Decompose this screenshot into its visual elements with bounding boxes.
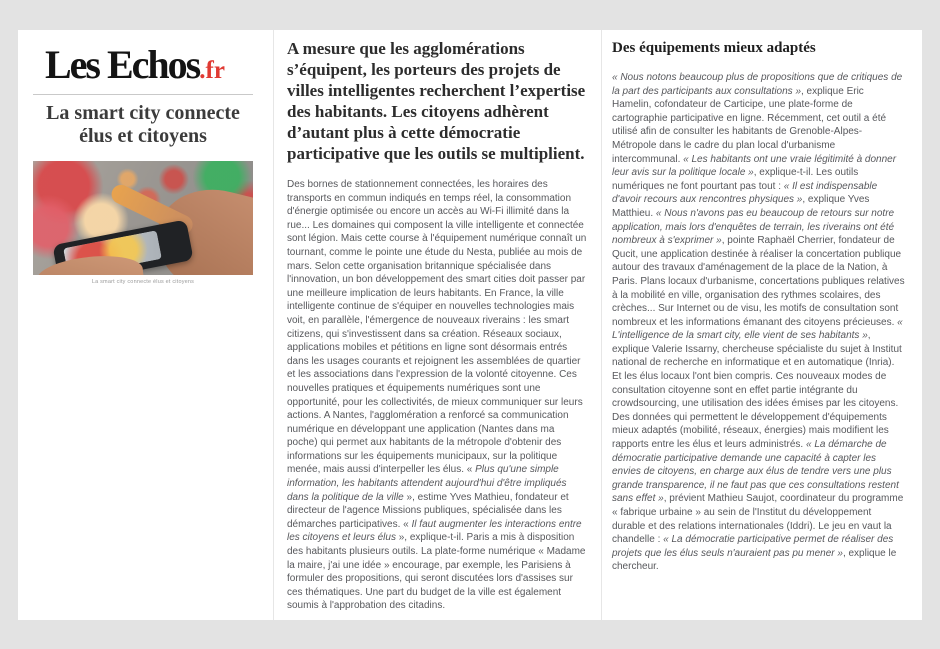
article-standfirst: A mesure que les agglomérations s’équipent, les porteurs des projets de villes intelligentes recherchent l’expertise des habitants. Les citoyens adhèrent d’autant plus à cette démocratie participative que les outils se multiplient. [287,39,586,163]
section-heading: Des équipements mieux adaptés [612,40,816,56]
article-body-column2: « Nous notons beaucoup plus de propositions que de critiques de la part des participants aux consultations », explique Eric Hamelin, cofondateur de Carticipe, une plate-forme de cartographie participative en ligne. Récemment, cet outil a été utilisé afin de consulter les habitants de Grenoble-Alpes-Métropole dans le cadre du plan local d'urbanisme intercommunal. « Les habitants ont une vraie légitimité à donner leur avis sur la politique locale », explique-t-il. Les outils numériques ne font pourtant pas tout : « Il est indispensable d'avoir recours aux rencontres physiques », explique Yves Matthieu. « Nous n'avons pas eu beaucoup de retours sur notre application, mais lors d'enquêtes de terrain, les riverains ont été nombreux à s'exprimer », pointe Raphaël Cherrier, fondateur de Qucit, une application destinée à réaliser la concertation publique autour des travaux d'aménagement de la place de la Nation, à Paris. Plans locaux d'urbanisme, concertations publiques relatives à la mobilité en ville, organisation des rythmes scolaires, des crèches... Sur Internet ou de visu, les motifs de consultation sont nombreux et les informations émanant des citoyens précieuses. « L'intelligence de la smart city, elle vient de ses habitants », explique Valerie Issarny, chercheuse spécialiste du sujet à Institut national de recherche en informatique et en automatique (Inria). Et les élus locaux l'ont bien compris. Ces nouveaux modes de consultation citoyenne sont en effet partie intégrante du crowdsourcing, une utilisation des idées émises par les citoyens. Des données qui permettent le développement d'équipements mieux adaptés (mobilité, réseaux, énergies) mais modifient les rapports entre les élus et leurs administrés. « La démarche de démocratie participative demande une capacité à capter les envies de citoyens, en charge aux élus de tendre vers une plus grande transparence, il ne faut pas que ces consultations restent sans effet », prévient Mathieu Saujot, coordinateur du programme « fabrique urbaine » au sein de l'Institut du développement durable et des relations internationales (Iddri). Le jeu en vaut la chandelle : « La démocratie participative permet de réaliser des projets que les élus seuls n'auraient pas pu mener », explique le chercheur. [612,72,905,573]
masthead-logo[interactable] [33,42,253,87]
brand-wordmark: Les Echos [45,42,200,87]
article-title: La smart city connecte élus et citoyens [46,102,240,147]
article-card [18,30,922,620]
photo-caption: La smart city connecte élus et citoyens [91,279,195,286]
article-photo [33,161,253,275]
article-body-column1: Des bornes de stationnement connectées, les horaires des transports en commun indiqués en temps réel, la consommation d'énergie optimisée ou encore un accès au Wi-Fi illimité dans la rue... Les domaines qui composent la ville intelligente et connectée sont légion. Mais cette course à l'équipement numérique connaît un tournant, comme le pointe une étude du Nesta, publiée au mois de mars. Selon cette organisation britannique spécialisée dans l'innovation, un bon développement des smart cities doit passer par une meilleure implication de leurs habitants. En France, la ville intelligente continue de s'équiper en nouvelles technologies mais voit, en parallèle, l'émergence de nouveaux riverains : les smart citizens, qui s'investissent dans sa création. Réseaux sociaux, applications mobiles et pétitions en ligne sont désormais entrés dans les usages courants et rejoignent les assemblées de quartier et les associations dans l'expression de la volonté citoyenne. Ces nouvelles pratiques et équipements numériques sont une opportunité, pour les collectivités, de mieux communiquer sur leurs actions. A Nantes, l'agglomération a renforcé sa communication numérique en développant une application (Nantes dans ma poche) qui permet aux habitants de la métropole d'obtenir des informations sur les équipements municipaux, sur la politique menée, mais aussi d'interpeller les élus. « Plus qu'une simple information, les habitants attendent aujourd'hui d'être impliqués dans la politique de la ville », estime Yves Mathieu, fondateur et directeur de l'agence Missions publiques, spécialisée dans les démarches participatives. « Il faut augmenter les interactions entre les citoyens et leurs élus », explique-t-il. Paris a mis à disposition des habitants plusieurs outils. La plate-forme numérique « Madame la maire, j'ai une idée » encourage, par exemple, les Parisiens à formuler des propositions, qui seront discutées lors d'assises sur ces thématiques. Une part du budget de la ville est également soumis à l'approbation des citadins. [287,179,587,612]
brand-suffix: .fr [199,57,225,84]
left-column [18,30,274,620]
masthead-divider [33,94,253,95]
middle-column [274,30,602,620]
right-column [602,30,922,620]
